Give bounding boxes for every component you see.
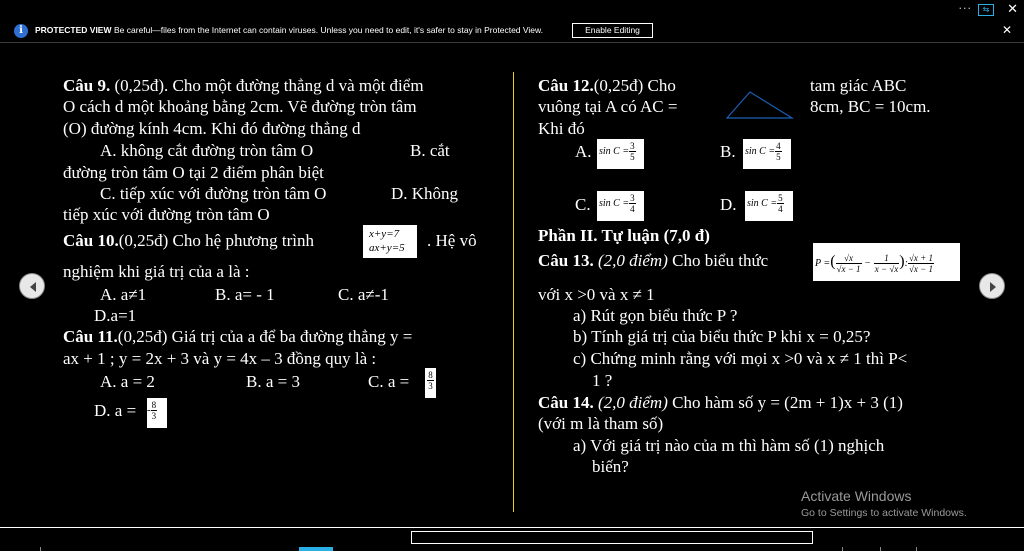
question-10-line-2: nghiệm khi giá trị của a là : [63, 262, 250, 281]
q13-expression: P =( $\frac{√x}{√x - 1}$ − $\frac{1}{x - √x}$ ): $\frac{√x + 1}{√x - 1}$ [813, 243, 960, 281]
next-page-button[interactable] [979, 273, 1005, 299]
q12-option-b-formula: sin C = $\frac{4}{5}$ [743, 139, 791, 169]
question-11-line-2: ax + 1 ; y = 2x + 3 và y = 4x – 3 đồng quy là : [63, 349, 377, 368]
enable-editing-button[interactable]: Enable Editing [572, 23, 653, 38]
q11-option-c: C. a = [368, 372, 410, 391]
info-icon: i [14, 24, 28, 38]
q10-option-b: B. a= - 1 [215, 285, 275, 304]
close-window-icon[interactable]: ✕ [1007, 2, 1018, 17]
question-12-line-2-end: 8cm, BC = 10cm. [810, 97, 931, 116]
q11-option-a: A. a = 2 [100, 372, 155, 391]
q12-option-a: A. [575, 142, 592, 161]
strip-tick [40, 547, 41, 551]
protected-view-message: Be careful—files from the Internet can contain viruses. Unless you need to edit, it's safer to stay in Protected View. [114, 25, 544, 35]
q9-option-d: D. Không [391, 184, 459, 203]
question-10-line-1: Câu 10.(0,25đ) Cho hệ phương trình [63, 231, 315, 250]
q9-option-c: C. tiếp xúc với đường tròn tâm O [100, 184, 327, 203]
question-9-line-3: (O) đường kính 4cm. Khi đó đường thẳng d [63, 119, 361, 138]
q10-option-d: D.a=1 [94, 306, 137, 325]
strip-tick [842, 547, 843, 551]
question-12-line-1: Câu 12.(0,25đ) Cho [538, 76, 676, 95]
q13-part-c: c) Chứng minh rằng với mọi x >0 và x ≠ 1 thì P< [573, 349, 908, 368]
q9-option-d-cont: tiếp xúc với đường tròn tâm O [63, 205, 270, 224]
question-10-line-1-end: . Hệ vô [427, 231, 477, 250]
restore-window-icon[interactable]: ⇆ [978, 4, 994, 16]
more-options-icon[interactable]: ··· [958, 2, 972, 15]
strip-tick [916, 547, 917, 551]
activate-windows-subtitle: Go to Settings to activate Windows. [801, 507, 967, 519]
question-14-line-2: (với m là tham số) [538, 414, 664, 433]
q11-option-b: B. a = 3 [246, 372, 300, 391]
q12-option-c-formula: sin C = $\frac{3}{4}$ [597, 191, 644, 221]
q13-part-a: a) Rút gọn biểu thức P ? [573, 306, 738, 325]
equation-1: x+y=7 [369, 228, 400, 240]
bottom-bar-slot [411, 531, 813, 544]
activate-windows-title: Activate Windows [801, 488, 912, 504]
equation-2: ax+y=5 [369, 242, 405, 254]
q12-option-c: C. [575, 195, 591, 214]
column-divider [513, 72, 514, 512]
q9-option-b: B. cắt [410, 141, 450, 160]
q12-option-b: B. [720, 142, 736, 161]
q14-part-a: a) Với giá trị nào của m thì hàm số (1) nghịch [573, 436, 885, 455]
protected-view-title: PROTECTED VIEW [35, 25, 112, 35]
chevron-left-icon [27, 280, 39, 294]
q11-option-d-fraction: - $\frac{8}{3}$ [147, 398, 167, 428]
question-13-line-1: Câu 13. (2,0 điểm) Cho biểu thức [538, 251, 769, 270]
q12-option-d-formula: sin C = $\frac{5}{4}$ [745, 191, 793, 221]
question-9-line-2: O cách d một khoảng bằng 2cm. Vẽ đường tròn tâm [63, 97, 417, 116]
question-12-line-3: Khi đó [538, 119, 585, 138]
q13-condition: với x >0 và x ≠ 1 [538, 285, 655, 304]
q9-option-a: A. không cắt đường tròn tâm O [100, 141, 314, 160]
part-2-heading: Phần II. Tự luận (7,0 đ) [538, 226, 710, 245]
triangle-figure [726, 90, 794, 120]
active-task-indicator[interactable] [299, 547, 333, 551]
title-bar [0, 0, 1024, 20]
previous-page-button[interactable] [19, 273, 45, 299]
question-14-line-1: Câu 14. (2,0 điểm) Cho hàm số y = (2m + 1)x + 3 (1) [538, 393, 903, 412]
bottom-status-strip [0, 527, 1024, 551]
q10-option-c: C. a≠-1 [338, 285, 389, 304]
q12-option-d: D. [720, 195, 737, 214]
q11-option-d: D. a = [94, 401, 137, 420]
q14-part-a-cont: biến? [592, 457, 629, 476]
question-9-line-1: Câu 9. (0,25đ). Cho một đường thẳng d và một điểm [63, 76, 424, 95]
question-11-line-1: Câu 11.(0,25đ) Giá trị của a để ba đường thẳng y = [63, 327, 413, 346]
protected-view-bar [0, 20, 1024, 43]
strip-tick [880, 547, 881, 551]
system-of-equations [361, 225, 417, 258]
q9-option-b-cont: đường tròn tâm O tại 2 điểm phân biệt [63, 163, 324, 182]
question-12-line-1-end: tam giác ABC [810, 76, 907, 95]
q13-part-c-cont: 1 ? [592, 371, 613, 390]
q13-part-b: b) Tính giá trị của biểu thức P khi x = 0,25? [573, 327, 871, 346]
q11-option-c-fraction: $\frac{8}{3}$ [425, 368, 436, 398]
question-12-line-2: vuông tại A có AC = [538, 97, 678, 116]
q12-option-a-formula: sin C = $\frac{3}{5}$ [597, 139, 644, 169]
q10-option-a: A. a≠1 [100, 285, 147, 304]
chevron-right-icon [987, 280, 999, 294]
close-bar-icon[interactable]: ✕ [1001, 23, 1012, 37]
